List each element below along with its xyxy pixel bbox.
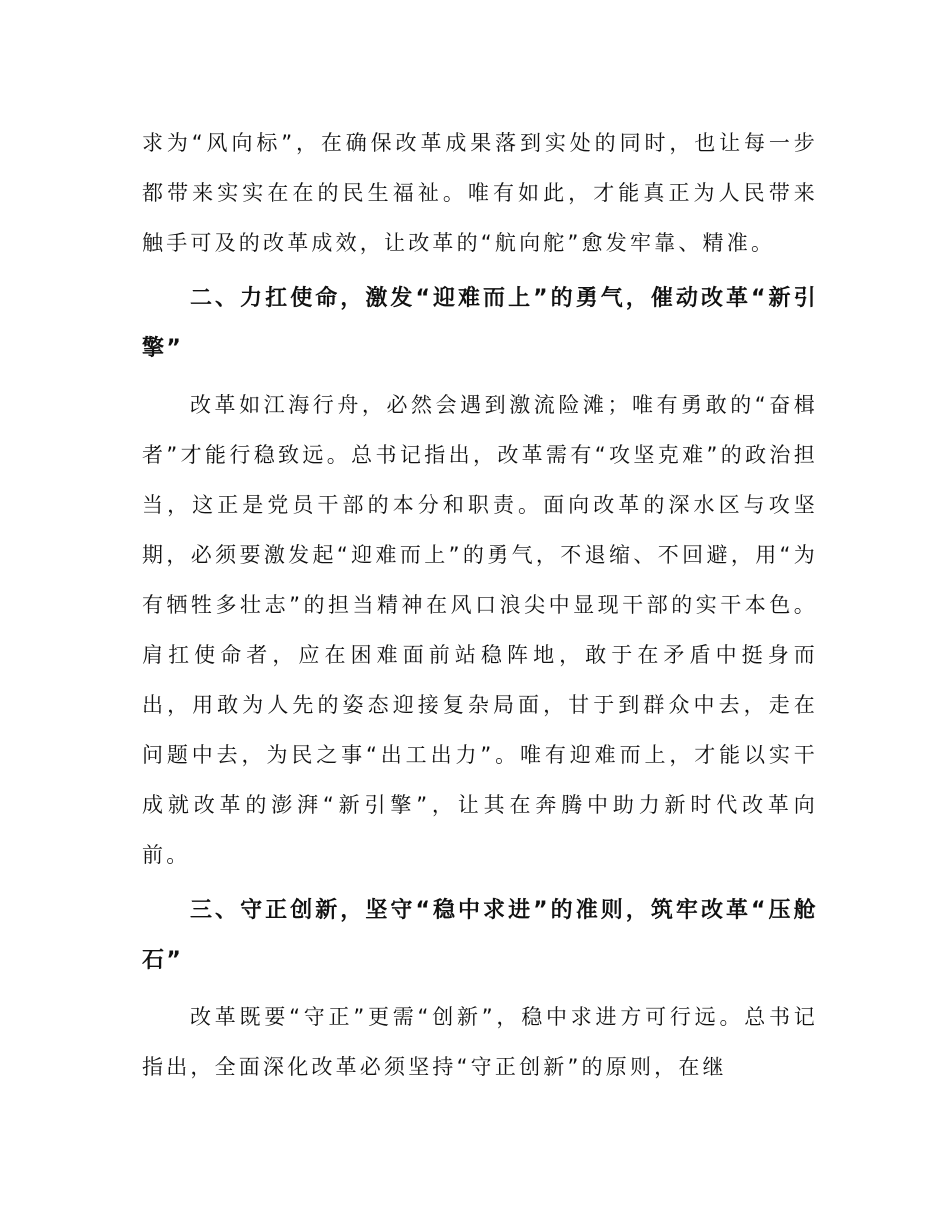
paragraph-section-2: 改革如江海行舟，必然会遇到激流险滩；唯有勇敢的“奋楫者”才能行稳致远。总书记指出，改革需有“攻坚克难”的政治担当，这正是党员干部的本分和职责。面向改革的深水区与攻坚期，必须要激发起“迎难而上”的勇气，不退缩、不回避，用“为有牺牲多壮志”的担当精神在风口浪尖中显现干部的实干本色。肩扛使命者，应在困难面前站稳阵地，敢于在矛盾中挺身而出，用敢为人先的姿态迎接复杂局面，甘于到群众中去，走在问题中去，为民之事“出工出力”。唯有迎难而上，才能以实干成就改革的澎湃“新引擎”，让其在奔腾中助力新时代改革向前。	[142, 393, 818, 867]
paragraph-section-3: 改革既要“守正”更需“创新”，稳中求进方可行远。总书记指出，全面深化改革必须坚持“守正创新”的原则，在继	[142, 1005, 818, 1079]
section-heading-2: 二、力扛使命，激发“迎难而上”的勇气，催动改革“新引擎”	[142, 286, 818, 361]
section-heading-3: 三、守正创新，坚守“稳中求进”的准则，筑牢改革“压舱石”	[142, 898, 818, 973]
document-body	[142, 118, 818, 1092]
paragraph-continuation: 求为“风向标”，在确保改革成果落到实处的同时，也让每一步都带来实实在在的民生福祉。唯有如此，才能真正为人民带来触手可及的改革成效，让改革的“航向舵”愈发牢靠、精准。	[142, 131, 818, 255]
